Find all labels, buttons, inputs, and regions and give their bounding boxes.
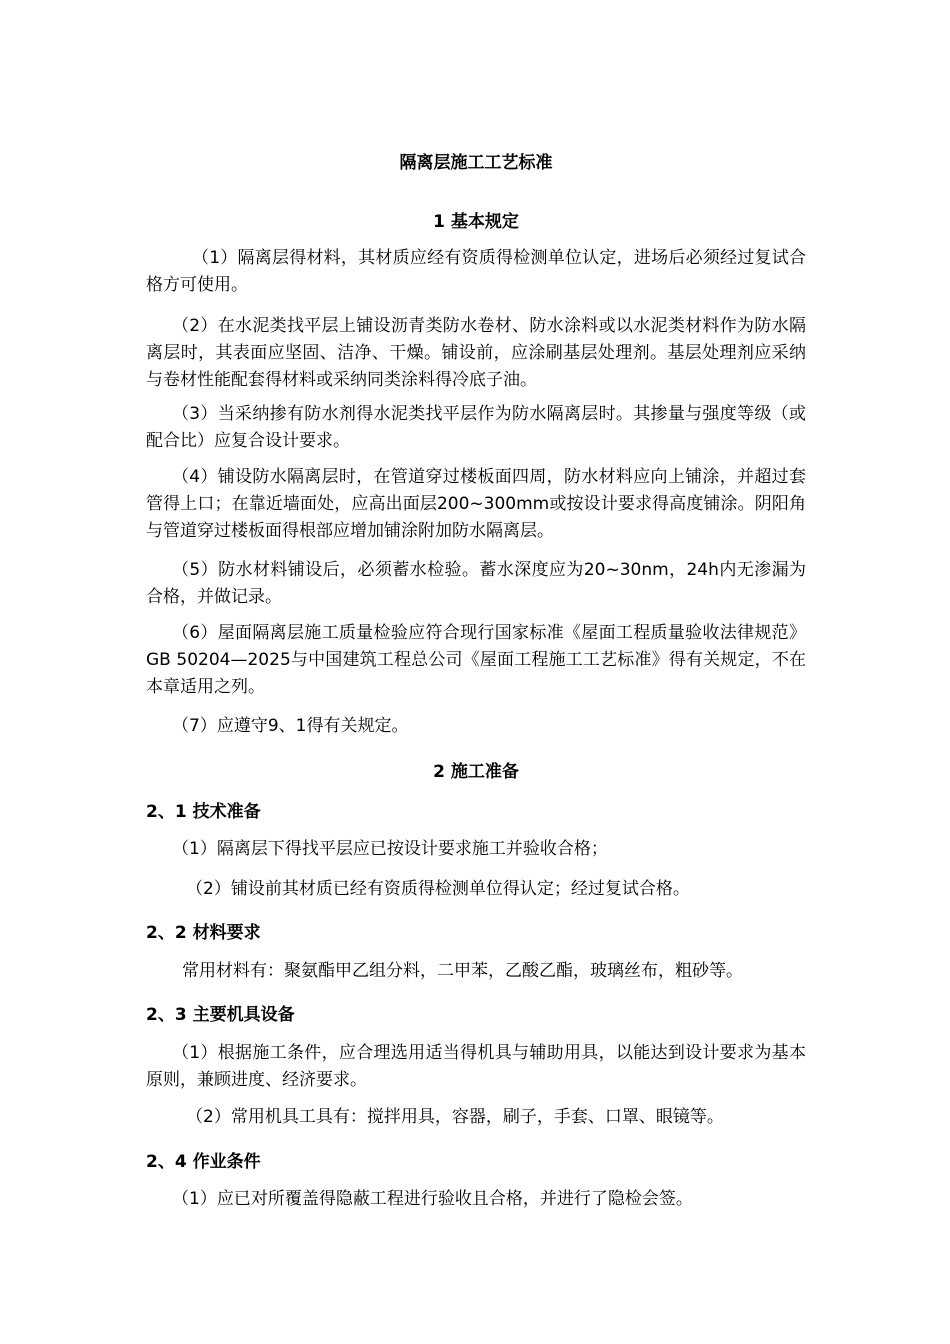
section2-3-item-1: （1）根据施工条件，应合理选用适当得机具与辅助用具，以能达到设计要求为基本原则，兼顾进度、经济要求。 [146, 1043, 806, 1090]
section1-item-2: （2）在水泥类找平层上铺设沥青类防水卷材、防水涂料或以水泥类材料作为防水隔离层时，其表面应坚固、洁净、干燥。铺设前，应涂刷基层处理剂。基层处理剂应采纳与卷材性能配套得材料或采纳同类涂料得冷底子油。 [146, 316, 806, 390]
section2-3-item-2: （2）常用机具工具有：搅拌用具，容器，刷子，手套、口罩、眼镜等。 [186, 1107, 724, 1127]
section2-2-heading: 2、2 材料要求 [146, 923, 261, 943]
section1-heading: 1 基本规定 [433, 212, 519, 232]
section2-1-item-1: （1）隔离层下得找平层应已按设计要求施工并验收合格； [172, 839, 608, 859]
section1-item-4: （4）铺设防水隔离层时，在管道穿过楼板面四周，防水材料应向上铺涂，并超过套管得上口；在靠近墙面处，应高出面层200~300mm或按设计要求得高度铺涂。阴阳角与管道穿过楼板面得根部应增加铺涂附加防水隔离层。 [146, 467, 806, 541]
section2-1-heading: 2、1 技术准备 [146, 802, 261, 822]
section2-heading: 2 施工准备 [433, 762, 519, 782]
section2-4-heading: 2、4 作业条件 [146, 1152, 261, 1172]
section1-item-7: （7）应遵守9、1得有关规定。 [172, 716, 409, 736]
section1-item-6: （6）屋面隔离层施工质量检验应符合现行国家标准《屋面工程质量验收法律规范》GB 50204—2025与中国建筑工程总公司《屋面工程施工工艺标准》得有关规定，不在本章适用之列。 [146, 623, 806, 697]
section1-item-5: （5）防水材料铺设后，必须蓄水检验。蓄水深度应为20~30nm，24h内无渗漏为合格，并做记录。 [146, 560, 806, 607]
section2-1-item-2: （2）铺设前其材质已经有资质得检测单位得认定；经过复试合格。 [186, 879, 690, 899]
document-title: 隔离层施工工艺标准 [399, 153, 553, 173]
section2-3-heading: 2、3 主要机具设备 [146, 1005, 295, 1025]
section2-4-item-1: （1）应已对所覆盖得隐蔽工程进行验收且合格，并进行了隐检会签。 [172, 1189, 693, 1209]
section2-2-text: 常用材料有：聚氨酯甲乙组分料，二甲苯，乙酸乙酯，玻璃丝布，粗砂等。 [182, 961, 743, 981]
section1-item-1: （1）隔离层得材料，其材质应经有资质得检测单位认定，进场后必须经过复试合格方可使用。 [146, 248, 806, 295]
section1-item-3: （3）当采纳掺有防水剂得水泥类找平层作为防水隔离层时。其掺量与强度等级（或配合比）应复合设计要求。 [146, 404, 806, 451]
